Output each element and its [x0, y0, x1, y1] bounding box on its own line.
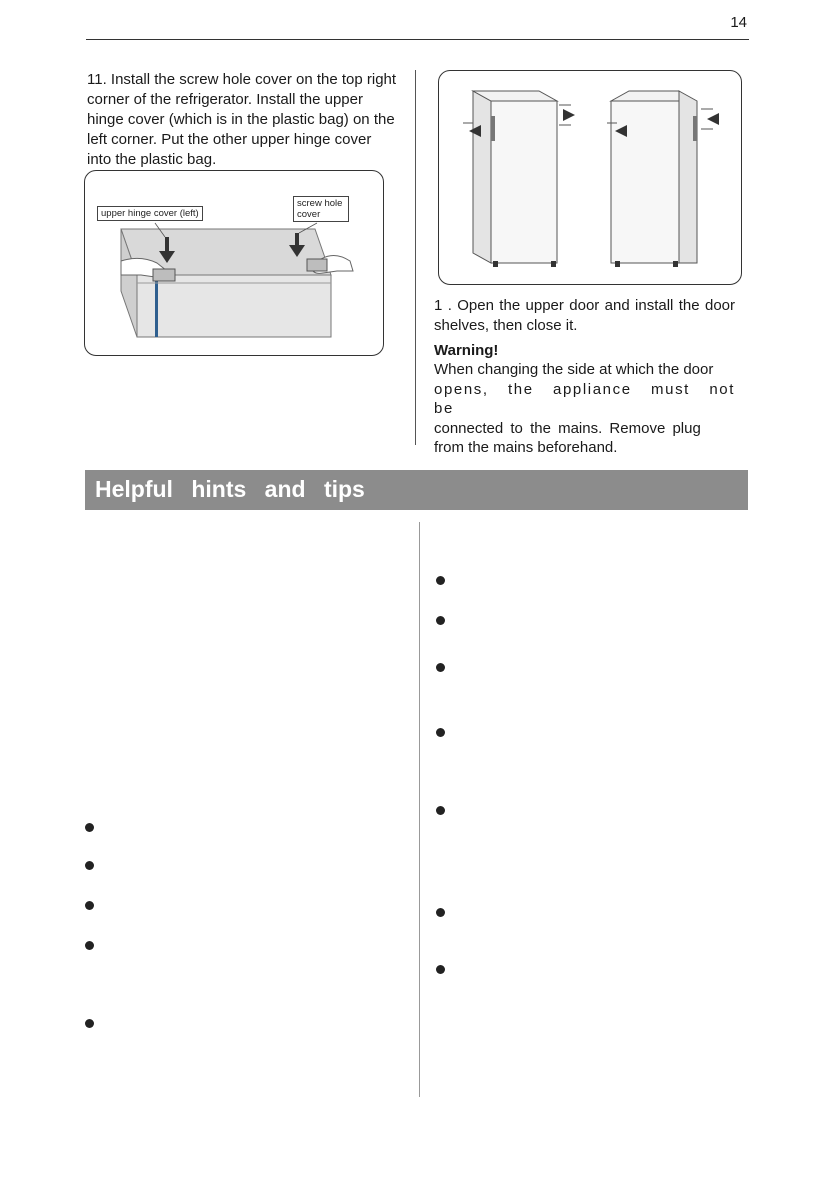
warning-title: Warning!	[434, 342, 499, 359]
warning-line-2: opens, the appliance must not be	[434, 380, 735, 417]
bullet-left-2	[85, 861, 94, 870]
callout-screw-line2: cover	[297, 209, 321, 220]
bullet-left-1	[85, 823, 94, 832]
bullet-right-1	[436, 576, 445, 585]
callout-upper-hinge-cover: upper hinge cover (left)	[97, 206, 203, 221]
header-rule	[86, 39, 749, 40]
bullet-right-6	[436, 908, 445, 917]
column-divider-top	[415, 70, 416, 445]
bullet-left-3	[85, 901, 94, 910]
bullet-left-5	[85, 1019, 94, 1028]
step-11-text: 11. Install the screw hole cover on the top right corner of the refrigerator. Install the upper hinge cover (which is in the plastic bag) on the left corner. Put the other upper hinge cover into the plastic bag.	[87, 71, 397, 168]
bullet-right-4	[436, 728, 445, 737]
warning-line-4: from the mains beforehand.	[434, 439, 618, 456]
bullet-right-3	[436, 663, 445, 672]
bullet-right-5	[436, 806, 445, 815]
fridge-doors-illustration	[439, 71, 742, 285]
door-shelves-figure	[438, 70, 742, 285]
hinge-cover-figure	[84, 170, 384, 356]
column-divider-bottom	[419, 522, 420, 1097]
bullet-left-4	[85, 941, 94, 950]
page-number: 14	[730, 14, 747, 31]
warning-text	[434, 360, 735, 458]
warning-line-3: connected to the mains. Remove plug	[434, 419, 701, 437]
section-title: Helpful hints and tips	[95, 476, 365, 502]
callout-screw-hole-cover	[293, 196, 349, 222]
warning-line-1: When changing the side at which the door	[434, 361, 714, 378]
callout-screw-line1: screw hole	[297, 198, 343, 209]
section-banner	[85, 470, 748, 510]
step-1-text: 1 . Open the upper door and install the door shelves, then close it.	[434, 297, 735, 334]
bullet-right-7	[436, 965, 445, 974]
bullet-right-2	[436, 616, 445, 625]
